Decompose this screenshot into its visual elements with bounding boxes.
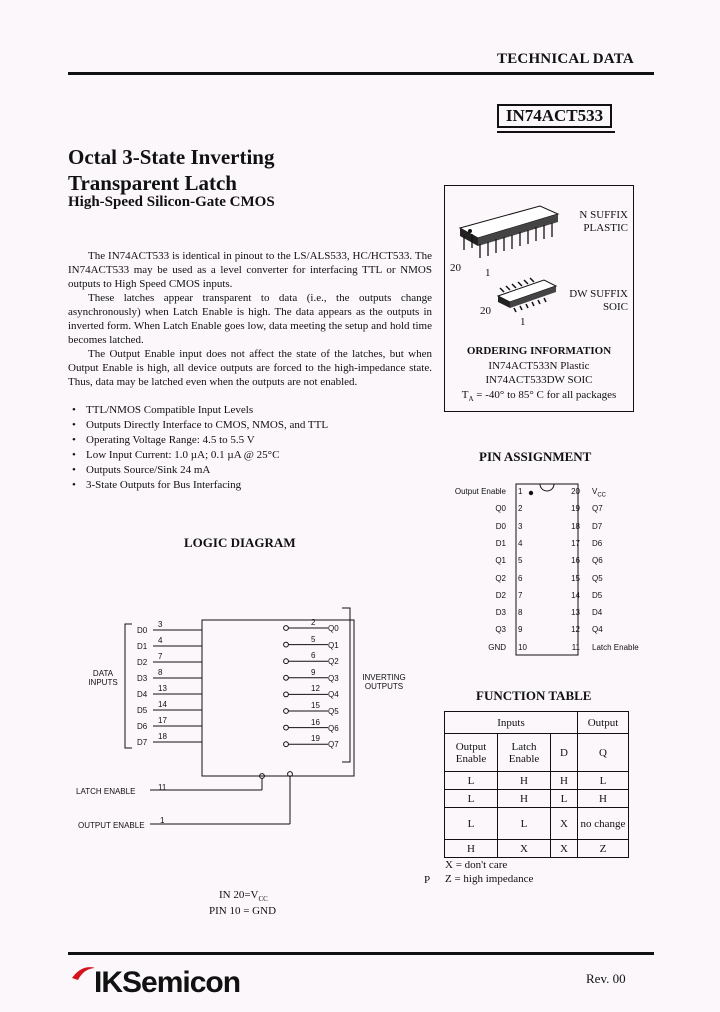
pin-number-right: 12 [571, 625, 580, 635]
pin-number-right: 13 [571, 608, 580, 618]
output-enable-label: OUTPUT ENABLE [78, 821, 145, 830]
pin-number-left: 9 [518, 625, 523, 635]
dip-pin1-label: 1 [485, 267, 491, 279]
feature-list [68, 403, 328, 493]
input-name: D3 [137, 674, 148, 683]
output-bubble [284, 692, 289, 697]
feature-item: • Outputs Source/Sink 24 mA [68, 463, 328, 478]
pin-number-left: 2 [518, 504, 523, 514]
pin-label-right: Q6 [592, 556, 603, 566]
input-name: D7 [137, 738, 148, 747]
pin-number-left: 5 [518, 556, 523, 566]
function-table [444, 711, 629, 858]
feature-item: • Operating Voltage Range: 4.5 to 5.5 V [68, 433, 328, 448]
pin-label-left: Q3 [495, 625, 506, 635]
footer-rule [68, 952, 654, 955]
pin-label-left: Q0 [495, 504, 506, 514]
output-pin-number: 19 [311, 734, 320, 744]
pin-label-right: Q4 [592, 625, 603, 635]
output-name: Q0 [328, 624, 339, 633]
inverting-outputs-label: INVERTING OUTPUTS [362, 673, 406, 691]
output-name: Q4 [328, 690, 339, 700]
document-type: TECHNICAL DATA [497, 51, 634, 67]
pin-label-right: Q7 [592, 504, 603, 514]
input-pin-number: 3 [158, 620, 163, 629]
input-pin-number: 4 [158, 636, 163, 645]
table-note-high-z: Z = high impedance [445, 873, 534, 885]
pin-label-left: Q2 [495, 573, 506, 583]
pin-label-right: D6 [592, 538, 603, 548]
output-name: Q3 [328, 673, 339, 683]
pin-label-right: Latch Enable [592, 642, 639, 652]
function-table-heading: FUNCTION TABLE [476, 688, 592, 703]
pin-label-left: D1 [495, 538, 506, 548]
output-enable-pin: 1 [160, 816, 165, 825]
input-name: D0 [137, 626, 148, 635]
latch-enable-label: LATCH ENABLE [76, 787, 136, 796]
pin-number-right: 16 [571, 556, 580, 566]
pin-label-left: D0 [495, 521, 506, 531]
pin-number-left: 10 [518, 642, 527, 652]
output-header: Output [578, 712, 629, 734]
input-pin-number: 14 [158, 700, 167, 709]
input-pin-number: 7 [158, 652, 163, 661]
output-name: Q5 [328, 707, 339, 716]
pin-number-right: 18 [571, 521, 580, 531]
revision-label: Rev. 00 [586, 971, 626, 986]
feature-item: • 3-State Outputs for Bus Interfacing [68, 478, 328, 493]
table-row: L L X no change [445, 808, 629, 840]
output-pin-number: 6 [311, 651, 316, 661]
pin-label-left: D3 [495, 608, 506, 618]
table-row: H X X Z [445, 840, 629, 858]
input-pin-number: 18 [158, 732, 167, 741]
logic-diagram-heading: LOGIC DIAGRAM [184, 535, 296, 550]
dip-pin20-label: 20 [450, 262, 461, 274]
input-name: D5 [137, 706, 148, 715]
inputs-header: Inputs [445, 712, 578, 734]
pin-number-right: 19 [571, 504, 580, 514]
ordering-temp-range: $T_A = -40^\circ$ to 85° C for all packages [461, 389, 617, 404]
pin-label-right: D4 [592, 608, 603, 618]
part-number-underline [497, 131, 615, 133]
input-pin-number: 13 [158, 684, 167, 693]
col-latch-enable: Latch Enable [498, 734, 551, 772]
pin-number-left: 6 [518, 573, 523, 583]
pin-label-left: Output Enable [454, 487, 506, 496]
latch-enable-pin: 11 [158, 783, 167, 792]
pin-label-right: D5 [592, 590, 603, 600]
col-q: Q [578, 734, 629, 772]
pin-number-left: 7 [518, 590, 523, 600]
pin-number-left: 1 [518, 487, 523, 496]
soic-pin20-label: 20 [480, 305, 491, 317]
pin-number-left: 8 [518, 608, 523, 618]
header-rule [68, 72, 654, 75]
pin-number-right: 17 [571, 538, 580, 548]
output-name: Q6 [328, 723, 339, 733]
output-pin-number: 15 [311, 701, 320, 710]
title-line-1: Octal 3-State Inverting [68, 145, 275, 169]
pin-number-left: 4 [518, 538, 523, 548]
pin-label-right: $V_{CC}$ [592, 487, 607, 499]
pin-label-right: Q5 [592, 573, 603, 583]
data-inputs-label: DATA INPUTS [88, 669, 118, 687]
soic-pin1-label: 1 [520, 316, 526, 328]
input-name: D6 [137, 722, 148, 731]
feature-item: • Low Input Current: 1.0 µA; 0.1 µA @ 25°C [68, 448, 328, 463]
pin-number-left: 3 [518, 521, 523, 531]
output-pin-number: 2 [311, 618, 316, 627]
pin-number-right: 15 [571, 573, 580, 583]
part-number-box: IN74ACT533 [497, 104, 612, 128]
output-bubble [284, 742, 289, 747]
output-name: Q1 [328, 640, 339, 650]
col-output-enable: Output Enable [445, 734, 498, 772]
output-bubble [284, 709, 289, 714]
n-suffix-label: N SUFFIX PLASTIC [579, 209, 628, 234]
pin-label-left: Q1 [495, 556, 506, 566]
output-name: Q7 [328, 740, 339, 750]
logic-diagram [70, 600, 370, 840]
output-bubble [284, 642, 289, 647]
description-paragraph-3: The Output Enable input does not affect the state of the latches, but when Output Enable is high, all device outputs are forced to the high-impedance state. Thus, data may be latched even when the outputs are not enabled. [68, 348, 432, 388]
ordering-info-heading: ORDERING INFORMATION [466, 345, 612, 357]
input-name: D4 [137, 690, 148, 699]
output-pin-number: 12 [311, 684, 320, 694]
ordering-line-soic: IN74ACT533DW SOIC [485, 374, 593, 386]
input-name: D2 [137, 658, 148, 667]
output-pin-number: 5 [311, 634, 316, 644]
table-note-prefix: P [424, 874, 431, 886]
table-row: L H L H [445, 790, 629, 808]
dw-suffix-label: DW SUFFIX SOIC [569, 288, 628, 313]
output-pin-number: 16 [311, 717, 320, 727]
logo-swoosh-icon [70, 962, 94, 1002]
input-name: D1 [137, 642, 148, 651]
feature-item: • Outputs Directly Interface to CMOS, NMOS, and TTL [68, 418, 328, 433]
pin10-note: PIN 10 = GND [209, 905, 277, 917]
pin-label-left: D2 [495, 590, 506, 600]
output-pin-number: 9 [311, 667, 316, 677]
table-row: L H H L [445, 772, 629, 790]
col-d: D [551, 734, 578, 772]
feature-item: • TTL/NMOS Compatible Input Levels [68, 403, 328, 418]
output-bubble [284, 725, 289, 730]
input-pin-number: 8 [158, 668, 163, 677]
pin-label-left: GND [488, 642, 506, 652]
output-bubble [284, 675, 289, 680]
page-title [68, 144, 274, 196]
company-logo: IKSemicon [72, 962, 218, 996]
pin-label-right: D7 [592, 521, 603, 531]
output-bubble [284, 659, 289, 664]
pin-number-right: 14 [571, 590, 580, 600]
output-name: Q2 [328, 657, 339, 667]
pin20-note: IN $20=V_{CC}$ [219, 889, 268, 904]
table-note-dont-care: X = don't care [445, 859, 508, 871]
title-line-2: Transparent Latch [68, 171, 237, 195]
description-paragraph-2: These latches appear transparent to data (i.e., the outputs change asynchronously) when Latch Enable is high. The data appears as the outputs in inverted form. When Latch Enable goes low, data meeting the setup and hold time becomes latched. [68, 292, 432, 346]
pin-number-right: 11 [571, 642, 580, 652]
pin-assignment-heading: PIN ASSIGNMENT [479, 449, 592, 464]
output-bubble [284, 626, 289, 631]
input-pin-number: 17 [158, 716, 167, 725]
page-subtitle: High-Speed Silicon-Gate CMOS [68, 194, 275, 210]
ordering-line-plastic: IN74ACT533N Plastic [488, 360, 590, 372]
pin-number-right: 20 [571, 487, 580, 496]
description-paragraph-1: The IN74ACT533 is identical in pinout to the LS/ALS533, HC/HCT533. The IN74ACT533 may be used as a level converter for interfacing TTL or NMOS outputs to High Speed CMOS inputs. [68, 250, 432, 290]
